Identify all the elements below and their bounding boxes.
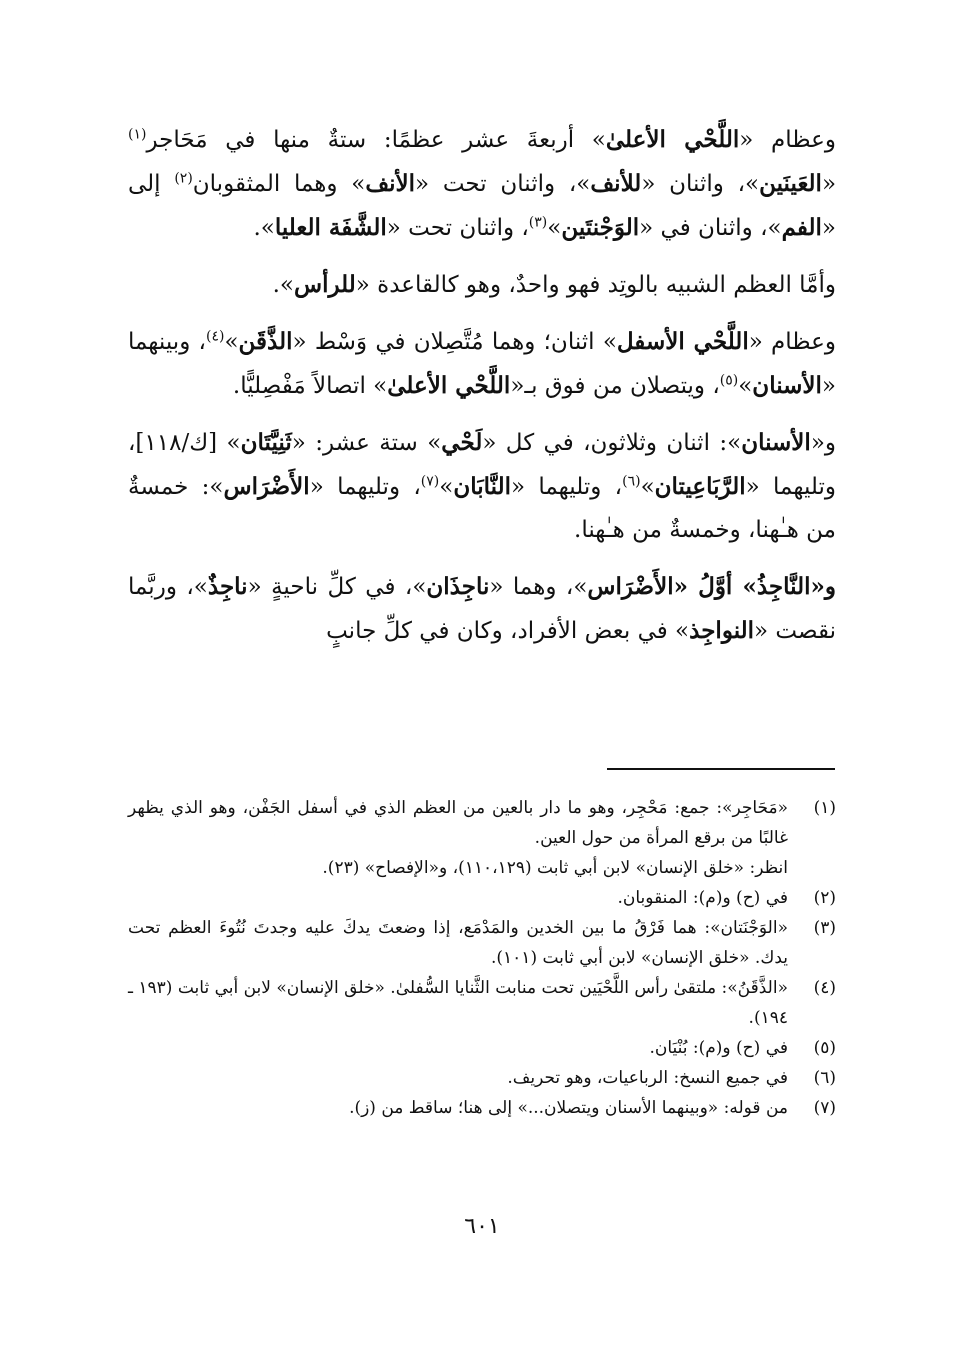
emphasized-term: الذَّقَن	[238, 328, 293, 355]
text-segment: وعظام «	[739, 127, 836, 153]
text-segment: »، وهما «	[489, 574, 588, 600]
footnote-text	[128, 883, 788, 913]
emphasized-term: العَينَين	[759, 170, 822, 197]
page-number: ٦٠١	[464, 1214, 500, 1239]
footnote	[128, 1063, 836, 1093]
emphasized-term: الرَّبَاعِيتان	[654, 473, 746, 500]
emphasized-term: النَّاجِذُ	[756, 573, 811, 600]
footnote-marker: (٥)	[719, 372, 739, 389]
emphasized-term: النواجِذ	[689, 617, 755, 644]
emphasized-term: ناجِذٌ	[207, 573, 248, 600]
emphasized-term: النَّابَان	[453, 473, 511, 500]
text-segment: » أربعةَ عشر عظمًا: ستةٌ منها في مَحَاجر	[146, 127, 606, 153]
footnote-text	[128, 973, 788, 1033]
text-segment: » وهما المثقوبان	[192, 171, 366, 197]
text-segment: ، وبينهما «	[128, 329, 836, 399]
footnote-text	[128, 1033, 788, 1063]
footnote-text	[128, 793, 788, 853]
text-segment: » اثنان؛ وهما مُتَّصِلان في وَسْط «	[292, 329, 617, 355]
footnote-marker: (٦)	[622, 473, 641, 490]
main-text	[128, 118, 836, 666]
text-segment: »	[547, 215, 562, 241]
emphasized-term: اللَّحْي الأعلىٰ	[605, 126, 740, 153]
text-segment: ، ويتصلان من فوق بـ«	[510, 373, 720, 399]
footnote	[128, 1093, 836, 1123]
footnote-number: (٢)	[813, 888, 836, 908]
footnote-line: «مَحَاجِر»: جمع: مَحْجِر، وهو ما دار بالعين من العظم الذي في أسفل الجَفْن، وهو الذي يظهر غالبًا من برقع المرأة من حول العين.	[128, 798, 788, 848]
emphasized-term: الوَجْنتَين	[561, 214, 640, 241]
text-segment: ، وتليهما «	[511, 474, 623, 500]
text-segment: »: اثنان وثلاثون، في كل «	[482, 430, 742, 456]
emphasized-term: اللَّحْي الأسفل	[616, 328, 749, 355]
paragraph	[128, 263, 836, 307]
text-segment: »	[224, 329, 239, 355]
text-segment: و«	[810, 430, 836, 456]
emphasized-term: الأسنان	[752, 372, 822, 399]
text-segment: »	[439, 474, 454, 500]
text-segment: وأمَّا العظم الشبيه بالوتِد فهو واحدٌ، وهو كالقاعدة «	[355, 272, 836, 298]
footnote	[128, 973, 836, 1033]
footnote-number: (٦)	[813, 1068, 836, 1088]
text-segment: » [ك/١١٨]، وتليهما «	[128, 430, 837, 500]
emphasized-term: و«	[810, 573, 836, 600]
paragraph	[128, 118, 836, 250]
paragraph	[128, 320, 836, 408]
paragraph	[128, 421, 836, 552]
text-segment: ».	[272, 272, 294, 298]
footnote	[128, 883, 836, 913]
text-segment: »: خمسةٌ من هـٰهنا، وخمسةٌ من هـٰهنا.	[128, 474, 836, 543]
text-segment: » في بعض الأفراد، وكان في كلِّ جانبٍ	[326, 618, 690, 644]
footnote-line: «الوَجْنَتان»: هما فَرْقُ ما بين الخدين والمَدْمَع، إذا وضعتَ يدكَ عليه وجدتَ نُتُوءَ العظم تحت يدك. «خلق الإنسان» لابن أبي ثابت (١٠١).	[128, 918, 788, 968]
emphasized-term: الأنف	[365, 170, 416, 197]
text-segment: »، وربَّما نقصت «	[128, 574, 836, 644]
footnote-reference-line: انظر: «خلق الإنسان» لابن أبي ثابت (١١٠،١٢٩)، و«الإفصاح» (٢٣).	[322, 858, 788, 878]
text-segment: »، واثنان «	[641, 171, 760, 197]
footnote-line: في (ح) و(م): بُنْيَان.	[649, 1038, 788, 1058]
footnote-text	[128, 913, 788, 973]
text-segment: ».	[253, 215, 275, 241]
footnote	[128, 1033, 836, 1063]
paragraph	[128, 565, 836, 653]
footnote	[128, 913, 836, 973]
text-segment: »، واثنان تحت «	[415, 171, 591, 197]
text-segment: » اتصالاً مَفْصِليًّا.	[232, 373, 388, 399]
footnote-marker: (٢)	[174, 170, 193, 187]
text-segment: »	[640, 474, 655, 500]
footnote-marker: (٤)	[205, 328, 225, 345]
emphasized-term: الأَضْرَاس	[587, 573, 674, 600]
emphasized-term: ثَنِيَّتَان	[240, 429, 292, 456]
emphasized-term: للأنف	[590, 170, 642, 197]
emphasized-term: » أوَّلُ «	[673, 573, 757, 600]
footnote-line: في (ح) و(م): المنقوبان.	[617, 888, 788, 908]
emphasized-term: الأَضْرَاس	[223, 473, 310, 500]
footnote-number: (٤)	[813, 978, 836, 998]
footnote-separator	[607, 768, 835, 770]
footnotes	[128, 793, 836, 1123]
emphasized-term: الأسنان	[741, 429, 811, 456]
text-segment: »، في كلِّ ناحيةٍ «	[247, 574, 427, 600]
footnote-marker: (٧)	[420, 473, 440, 490]
text-segment: »	[738, 373, 753, 399]
footnote-number: (٧)	[813, 1098, 836, 1118]
footnote-line: من قوله: «وبينهما الأسنان ويتصلان...» إلى هنا؛ ساقط من (ز).	[349, 1098, 788, 1118]
footnote-marker: (١)	[128, 126, 147, 143]
emphasized-term: لَحْي	[441, 429, 483, 456]
text-segment: »، واثنان في «	[639, 215, 782, 241]
footnote-number: (١)	[813, 798, 836, 818]
emphasized-term: ناجِذَان	[426, 573, 490, 600]
footnote-text	[128, 1093, 788, 1123]
footnote	[128, 793, 836, 853]
footnote-text	[128, 1063, 788, 1093]
text-segment: وعظام «	[748, 329, 836, 355]
text-segment: » ستة عشر: «	[291, 430, 442, 456]
footnote-line: في جميع النسخ: الرباعيات، وهو تحريف.	[507, 1068, 788, 1088]
text-segment: ، وتليهما «	[309, 474, 421, 500]
footnote-number: (٣)	[813, 918, 836, 938]
footnote-number: (٥)	[813, 1038, 836, 1058]
text-segment: ، واثنان تحت «	[386, 215, 529, 241]
footnote-line: «الذَّقَنُ»: ملتقىٰ رأس اللَّحْيَين تحت منابت الثَّنايا السُّفلىٰ. «خلق الإنسان» لابن أبي ثابت (١٩٣ ـ ١٩٤).	[128, 978, 788, 1028]
emphasized-term: الفم	[781, 214, 822, 241]
emphasized-term: الشَّفَة العليا	[274, 214, 387, 241]
text-segment: «	[821, 171, 837, 197]
footnote-marker: (٣)	[528, 214, 548, 231]
text-segment: إلى «	[128, 171, 836, 241]
emphasized-term: اللَّحْي الأعلىٰ	[387, 372, 511, 399]
emphasized-term: للرأس	[294, 271, 356, 298]
